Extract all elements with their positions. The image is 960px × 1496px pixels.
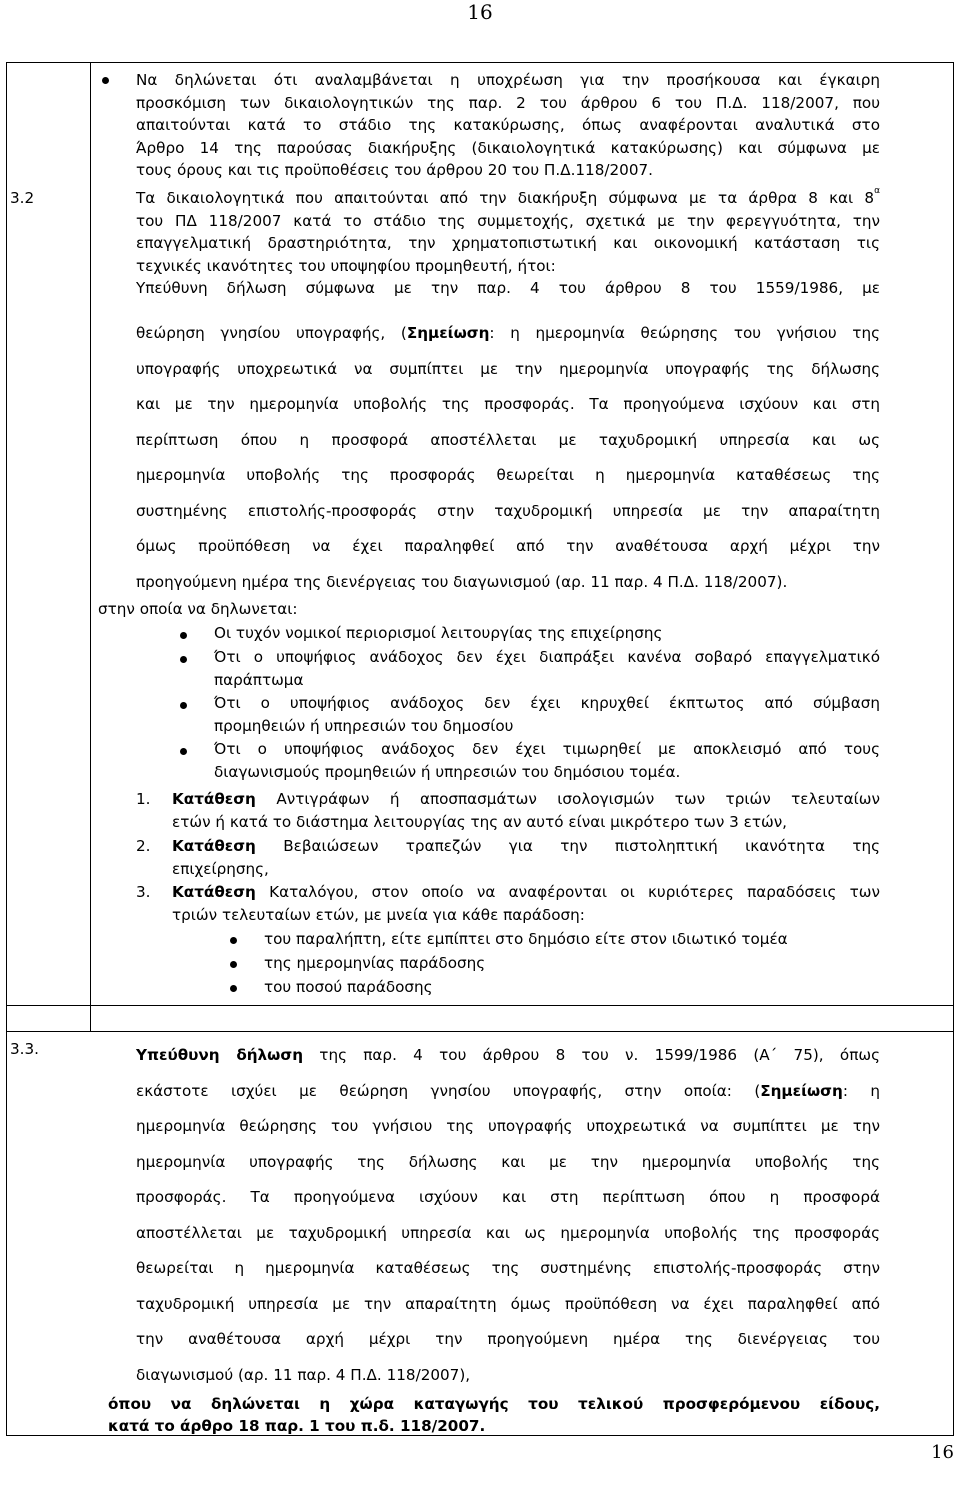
text-line-part: Αντιγράφων ή αποσπασμάτων ισολογισμών των τριών τελευταίων bbox=[255, 790, 880, 808]
text-line: Οι τυχόν νομικοί περιορισμοί λειτουργίας της επιχείρησης bbox=[214, 624, 663, 642]
bold-text: κατά το άρθρο 18 παρ. 1 του π.δ. 118/2007. bbox=[108, 1417, 486, 1435]
text-line: αποστέλλεται με ταχυδρομική υπηρεσία και ως ημερομηνία υποβολής της προσφοράς bbox=[136, 1223, 880, 1242]
bullet-icon bbox=[180, 748, 187, 755]
section-3-2-declaration bbox=[136, 316, 880, 600]
sub-item: του ποσού παράδοσης bbox=[264, 978, 433, 996]
text-line: επαγγελματική δραστηριότητα, την χρηματοπιστωτική και οικονομική κατάσταση τις bbox=[136, 234, 880, 253]
note-label: Σημείωση bbox=[760, 1081, 843, 1100]
sub-item: του παραλήπτη, είτε εμπίπτει στο δημόσιο είτε στον ιδιωτικό τομέα bbox=[264, 930, 788, 948]
section-3-3-bold-note bbox=[108, 1393, 880, 1437]
section-3-3-paragraph bbox=[136, 1038, 880, 1393]
text-line bbox=[172, 881, 880, 904]
text-line: διαγωνισμούς προμηθειών ή υπηρεσιών του δημόσιου τομέα. bbox=[214, 762, 681, 781]
deposit-label: Κατάθεση bbox=[172, 837, 256, 855]
bullet-icon bbox=[230, 937, 237, 944]
text-line: προμηθειών ή υπηρεσιών του δημοσίου bbox=[214, 716, 514, 735]
bullet-icon bbox=[102, 77, 109, 84]
text-line: ημερομηνία θεώρησης του γνήσιου της υπογραφής υποχρεωτικά να συμπίπτει με την bbox=[136, 1117, 880, 1135]
superscript: α bbox=[874, 186, 880, 196]
text-line-part: θεώρηση γνησίου υπογραφής, ( bbox=[136, 324, 407, 342]
top-bullet-paragraph bbox=[136, 69, 880, 182]
text-line: ημερομηνία υποβολής της προσφοράς θεωρείται η ημερομηνία καταθέσεως της bbox=[136, 466, 880, 484]
bullet-icon bbox=[230, 985, 237, 992]
text-line-part: : η bbox=[842, 1081, 880, 1100]
numbered-index: 1. bbox=[136, 790, 151, 808]
declare-item bbox=[214, 738, 880, 783]
declare-item bbox=[214, 622, 880, 645]
declaration-label: Υπεύθυνη δήλωση bbox=[136, 1046, 304, 1064]
numbered-item-2 bbox=[172, 835, 880, 880]
text-line: ταχυδρομική υπηρεσία με την απαραίτητη όμως προϋπόθεση να έχει παραληφθεί από bbox=[136, 1294, 880, 1313]
text-line: προηγούμενη ημέρα της διενέργειας του διαγωνισμού (αρ. 11 παρ. 4 Π.Δ. 118/2007). bbox=[136, 572, 788, 591]
numbered-index: 3. bbox=[136, 883, 151, 901]
text-line: του ΠΔ 118/2007 κατά το στάδιο της συμμετοχής, σχετικά με την φερεγγυότητα, την bbox=[136, 211, 880, 230]
text-line: Άρθρο 14 της παρούσας διακήρυξης (δικαιολογητικά κατακύρωσης) και σύμφωνα με bbox=[136, 138, 880, 157]
bold-text: όπου να δηλώνεται η χώρα καταγωγής του τελικού προσφερόμενου είδους, bbox=[108, 1395, 880, 1413]
text-line bbox=[172, 835, 880, 858]
text-line-part: Καταλόγου, στον οποίο να αναφέρονται οι κυριότερες παραδόσεις των bbox=[255, 883, 880, 901]
text-line: ετών ή κατά το διάστημα λειτουργίας της αν αυτό είναι μικρότερο των 3 ετών, bbox=[172, 812, 788, 831]
text-line: τους όρους και τις προϋποθέσεις του άρθρου 20 του Π.Δ.118/2007. bbox=[136, 161, 653, 180]
text-line bbox=[108, 1415, 880, 1437]
text-line: υπογραφής υποχρεωτικά να συμπίπτει με την ημερομηνία υπογραφής της δήλωσης bbox=[136, 359, 880, 378]
text-line bbox=[136, 187, 880, 210]
table-column-divider bbox=[90, 62, 91, 1005]
text-line: περίπτωση όπου η προσφορά αποστέλλεται με ταχυδρομική υπηρεσία και ως bbox=[136, 430, 880, 449]
page-number-top: 16 bbox=[467, 0, 493, 24]
declare-item bbox=[214, 692, 880, 737]
text-line: τεχνικές ικανότητες του υποψηφίου προμηθευτή, ήτοι: bbox=[136, 256, 556, 275]
page-number-bottom: 16 bbox=[931, 1442, 954, 1463]
text-line: Υπεύθυνη δήλωση σύμφωνα με την παρ. 4 του άρθρου 8 του 1559/1986, με bbox=[136, 279, 880, 298]
text-line: όμως προϋπόθεση να έχει παραληφθεί από την αναθέτουσα αρχή μέχρι την bbox=[136, 537, 880, 555]
table-row-divider bbox=[6, 1005, 954, 1006]
text-line: και με την ημερομηνία υποβολής της προσφοράς. Τα προηγούμενα ισχύουν και στη bbox=[136, 395, 880, 413]
text-line-part: Τα δικαιολογητικά που απαιτούνται από την διακήρυξη σύμφωνα με τα άρθρα 8 και 8 bbox=[136, 189, 875, 207]
numbered-index: 2. bbox=[136, 837, 151, 855]
text-line bbox=[108, 1393, 880, 1415]
table-row-divider bbox=[6, 1031, 954, 1032]
sub-item: της ημερομηνίας παράδοσης bbox=[264, 954, 486, 972]
numbered-item-3 bbox=[172, 881, 880, 926]
text-line bbox=[136, 1038, 880, 1074]
text-line bbox=[136, 316, 880, 352]
section-number-3-2: 3.2 bbox=[10, 189, 35, 207]
bullet-icon bbox=[180, 656, 187, 663]
text-line: απαιτούνται κατά το στάδιο της κατακύρωσης, όπως αναφέρονται αναλυτικά στο bbox=[136, 116, 880, 135]
deposit-label: Κατάθεση bbox=[172, 790, 256, 808]
text-line: την αναθέτουσα αρχή μέχρι την προηγούμενη ημέρα της διενέργειας του bbox=[136, 1330, 880, 1348]
text-line: ημερομηνία υπογραφής της δήλωσης και με την ημερομηνία υποβολής της bbox=[136, 1152, 880, 1171]
table-column-divider-bottom bbox=[90, 1005, 91, 1031]
note-label: Σημείωση bbox=[406, 324, 490, 342]
text-line: Να δηλώνεται ότι αναλαμβάνεται η υποχρέωση για την προσήκουσα και έγκαιρη bbox=[136, 71, 880, 89]
section-number-3-3: 3.3. bbox=[10, 1040, 39, 1058]
declare-item bbox=[214, 646, 880, 691]
bullet-icon bbox=[180, 702, 187, 709]
text-line: προσκόμιση των δικαιολογητικών της παρ. 2 του άρθρου 6 του Π.Δ. 118/2007, που bbox=[136, 93, 880, 112]
text-line bbox=[172, 788, 880, 811]
text-line: Ότι ο υποψήφιος ανάδοχος δεν έχει κηρυχθεί έκπτωτος από σύμβαση bbox=[214, 694, 880, 712]
deposit-label: Κατάθεση bbox=[172, 883, 256, 901]
bullet-icon bbox=[230, 961, 237, 968]
text-line: συστημένης επιστολής-προσφοράς στην ταχυδρομική υπηρεσία με την απαραίτητη bbox=[136, 501, 880, 520]
text-line-part: της παρ. 4 του άρθρου 8 του ν. 1599/1986 (Α΄ 75), όπως bbox=[303, 1046, 880, 1064]
text-line: Ότι ο υποψήφιος ανάδοχος δεν έχει τιμωρηθεί με αποκλεισμό από τους bbox=[214, 740, 880, 758]
section-3-2-intro bbox=[136, 187, 880, 300]
numbered-item-1 bbox=[172, 788, 880, 833]
text-line: παράπτωμα bbox=[214, 670, 304, 689]
bullet-icon bbox=[180, 632, 187, 639]
text-line: θεωρείται η ημερομηνία καταθέσεως της συστημένης επιστολής-προσφοράς στην bbox=[136, 1259, 880, 1277]
text-line: διαγωνισμού (αρ. 11 παρ. 4 Π.Δ. 118/2007), bbox=[136, 1365, 471, 1384]
text-line-part: Βεβαιώσεων τραπεζών για την πιστοληπτική ικανότητα της bbox=[255, 837, 880, 855]
text-line: τριών τελευταίων ετών, με μνεία για κάθε παράδοση: bbox=[172, 905, 585, 924]
text-line bbox=[136, 1074, 880, 1110]
text-line: προσφοράς. Τα προηγούμενα ισχύουν και στη περίπτωση όπου η προσφορά bbox=[136, 1188, 880, 1206]
text-line: επιχείρησης, bbox=[172, 859, 269, 878]
text-line-part: εκάστοτε ισχύει με θεώρηση γνησίου υπογραφής, στην οποία: ( bbox=[136, 1081, 761, 1100]
declare-intro: στην οποία να δηλωνεται: bbox=[98, 600, 298, 618]
text-line-part: : η ημερομηνία θεώρησης του γνήσιου της bbox=[489, 324, 880, 342]
text-line: Ότι ο υποψήφιος ανάδοχος δεν έχει διαπράξει κανένα σοβαρό επαγγελματικό bbox=[214, 648, 880, 666]
